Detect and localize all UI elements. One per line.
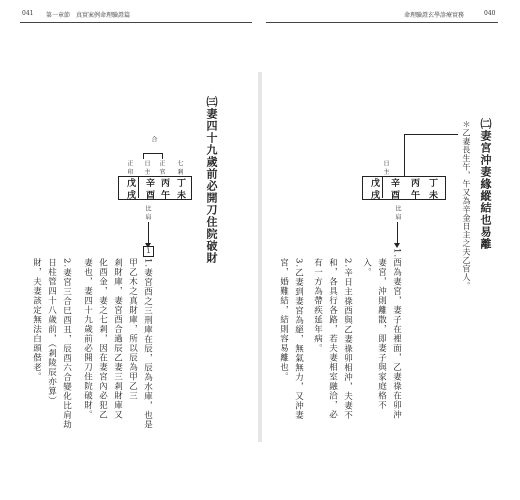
left-chart-bracket-left: [143, 153, 144, 159]
right-section-title: ㈡妻宮沖妻緣縱結也易離: [479, 118, 492, 250]
left-para-1-badge: 1: [143, 246, 154, 257]
left-para-line-5: 妻也，妻四十九歲前必開刀住院破財。: [82, 258, 93, 420]
left-chart-col2-stem: 丙 午: [159, 178, 169, 200]
left-para-line-6: 2.妻宮三合巳酉丑，辰酉六合變化比肩劫: [61, 258, 72, 430]
right-chart-col1-stem: 辛 酉: [389, 178, 399, 200]
left-chart-col3-gods: [176, 160, 182, 175]
left-chart-col1-gods: [143, 160, 149, 175]
left-chart-col3-stem: 丁 未: [175, 178, 185, 200]
right-note-connector-h: [404, 134, 458, 135]
left-chart-bracket-top: [143, 153, 163, 154]
right-chart-col1-gods: 日 主: [382, 160, 389, 176]
right-running-header: 命理驗證玄學診療實務: [404, 12, 465, 19]
right-header-rule: [266, 22, 498, 23]
left-chart-bracket-right: [162, 153, 163, 159]
left-section-title: ㈢妻四十九歲前必開刀住院破財: [205, 96, 218, 264]
left-para-line-2: 甲乙木之真財庫，所以辰為甲乙三: [127, 258, 138, 401]
left-chart-top-label: 合: [150, 136, 157, 143]
right-para-line-6: 有一方為帶疾延年病。: [312, 258, 323, 353]
left-para-line-8: 財，夫妻該定無法白頭偕老。: [31, 258, 42, 382]
right-para-line-5: 和，各具行各路，若夫妻相室融洽，必: [327, 258, 338, 420]
right-chart-bottom-label: 比 肩: [394, 205, 401, 221]
left-chart-col0-gods-text: 正 印: [126, 160, 133, 176]
right-chart-col3-stem: 丁 未: [427, 178, 437, 200]
right-para-line-4: 2.辛日主祿酉與乙妻祿卯相沖，夫妻不: [342, 258, 353, 421]
right-note-line: ＊乙妻長生午，午又為辛金日主之夫乙官人。: [462, 120, 471, 290]
right-page-number: 040: [484, 10, 496, 17]
right-para-line-7: 3.乙妻到妻宮為絕，無氣無力，又沖妻: [293, 258, 304, 421]
left-running-header: 第一章節 真實案例命理驗證篇: [46, 12, 131, 19]
right-chart-col0-stem: 戊 戌: [369, 178, 379, 200]
left-chart-col2-gods: [158, 160, 164, 175]
left-para-line-7: 日柱管四十八歲前，（剎陵辰亦算）: [46, 258, 57, 406]
left-chart-divider: [138, 176, 139, 198]
left-chart-col2-gods-text: 正 官: [158, 160, 165, 176]
left-chart-col0-stem: 戊 戌: [125, 178, 135, 200]
book-gutter: [258, 72, 262, 442]
left-chart-col0-gods: [126, 160, 132, 175]
left-para-line-3: 剎財庫，妻宮酉合過辰乙妻三剎財庫又: [112, 258, 123, 420]
left-chart-bottom-label: 比 肩: [144, 205, 151, 221]
left-header-rule: [20, 22, 252, 23]
right-note-connector-v: [404, 134, 405, 176]
left-page-number: 041: [22, 10, 34, 17]
right-para-line-2: 妻宮，沖則離散，即妻子與家庭格不: [376, 258, 387, 410]
left-para-line-1: 1.妻宮酉之三刑庫在辰，辰為水庫，也是: [142, 258, 153, 430]
left-chart-col1-stem: 辛 酉: [144, 178, 154, 200]
left-chart-col3-gods-text: 七 剎: [176, 160, 183, 176]
left-chart-arrow-line: [148, 222, 149, 244]
right-chart-arrow-line: [397, 222, 398, 244]
right-chart-col2-stem: 丙 午: [409, 178, 419, 200]
left-para-line-4: 化酉金，妻之七剎，因在妻宮內必犯乙: [97, 258, 108, 420]
right-para-line-8: 宮，婚難結，結則容易離也。: [278, 258, 289, 382]
right-para-line-3: 入。: [361, 258, 372, 277]
right-chart-divider: [382, 176, 383, 198]
left-chart-col1-gods-text: 日 主: [143, 160, 150, 176]
right-para-line-1: 1.酉為妻宮，妻子在裡面，乙妻祿在卯沖: [391, 248, 402, 420]
